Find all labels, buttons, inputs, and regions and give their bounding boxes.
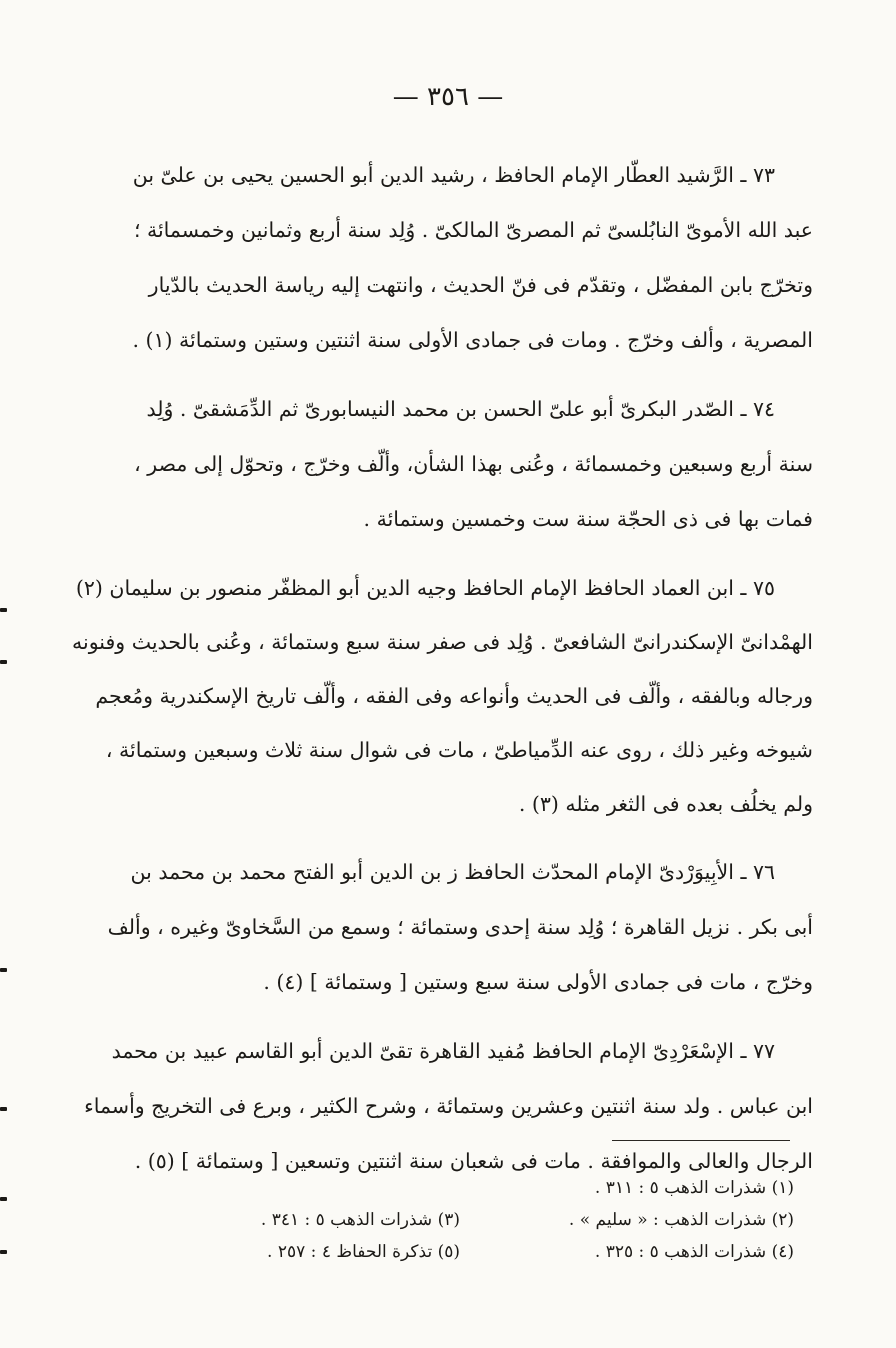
entry-76 bbox=[78, 845, 813, 1010]
text-line: فمات بها فى ذى الحجّة سنة ست وخمسين وستمائة . bbox=[363, 507, 813, 531]
footnote-1: (١) شذرات الذهب ٥ : ٣١١ . bbox=[594, 1178, 794, 1198]
main-text bbox=[72, 148, 813, 1203]
text-line: ٧٥ ـ ابن العماد الحافظ الإمام الحافظ وجيه الدين أبو المظفّر منصور بن سليمان (٢) bbox=[75, 576, 775, 600]
footnote-row bbox=[0, 1236, 896, 1268]
text-line: ٧٦ ـ الأبِيوَرْدىّ الإمام المحدّث الحافظ ز بن الدين أبو الفتح محمد بن محمد بن bbox=[130, 860, 775, 884]
text-line: ٧٤ ـ الصّدر البكرىّ أبو علىّ الحسن بن محمد النيسابورىّ ثم الدِّمَشقىّ . وُلِد bbox=[146, 397, 775, 421]
entry-77 bbox=[78, 1024, 813, 1189]
page-number: — ٣٥٦ — bbox=[392, 82, 504, 112]
footnotes bbox=[0, 1172, 896, 1268]
text-line: ابن عباس . ولد سنة اثنتين وعشرين وستمائة ، وشرح الكثير ، وبرع فى التخريج وأسماء bbox=[84, 1094, 813, 1118]
scan-margin-mark bbox=[0, 968, 7, 972]
footnote-separator bbox=[612, 1140, 790, 1141]
text-line: ورجاله وبالفقه ، وألّف فى الحديث وأنواعه وفى الفقه ، وألّف تاريخ الإسكندرية ومُعجم bbox=[95, 684, 813, 708]
text-line: ٧٧ ـ الإسْعَرْدِىّ الإمام الحافظ مُفيد القاهرة تقىّ الدين أبو القاسم عبيد بن محمد bbox=[111, 1039, 775, 1063]
text-line: ولم يخلُف بعده فى الثغر مثله (٣) . bbox=[518, 792, 813, 816]
text-line: عبد الله الأموىّ النابُلسىّ ثم المصرىّ المالكىّ . وُلِد سنة أربع وثمانين وخمسمائة ؛ bbox=[133, 218, 813, 242]
entry-73 bbox=[78, 148, 813, 368]
footnote-2: (٢) شذرات الذهب : « سليم » . bbox=[568, 1210, 794, 1230]
entry-74 bbox=[78, 382, 813, 547]
text-line: وتخرّج بابن المفضّل ، وتقدّم فى فنّ الحديث ، وانتهت إليه رياسة الحديث بالدّيار bbox=[148, 273, 813, 297]
footnote-4: (٤) شذرات الذهب ٥ : ٣٢٥ . bbox=[594, 1242, 794, 1262]
footnote-5: (٥) تذكرة الحفاظ ٤ : ٢٥٧ . bbox=[267, 1242, 460, 1262]
text-line: الرجال والعالى والموافقة . مات فى شعبان سنة اثنتين وتسعين [ وستمائة ] (٥) . bbox=[134, 1149, 813, 1173]
entry-75 bbox=[72, 561, 813, 831]
scan-margin-mark bbox=[0, 1197, 7, 1201]
scan-margin-mark bbox=[0, 660, 7, 664]
text-line: أبى بكر . نزيل القاهرة ؛ وُلِد سنة إحدى وستمائة ؛ وسمع من السَّخاوىّ وغيره ، وألف bbox=[107, 915, 813, 939]
scan-margin-mark bbox=[0, 1107, 7, 1111]
text-line: شيوخه وغير ذلك ، روى عنه الدِّمياطىّ ، مات فى شوال سنة ثلاث وسبعين وستمائة ، bbox=[105, 738, 813, 762]
text-line: الهمْدانىّ الإسكندرانىّ الشافعىّ . وُلِد فى صفر سنة سبع وستمائة ، وعُنى بالحديث وفنونه bbox=[72, 630, 813, 654]
text-line: ٧٣ ـ الرَّشيد العطّار الإمام الحافظ ، رشيد الدين أبو الحسين يحيى بن علىّ بن bbox=[132, 163, 775, 187]
text-line: سنة أربع وسبعين وخمسمائة ، وعُنى بهذا الشأن، وألّف وخرّج ، وتحوّل إلى مصر ، bbox=[134, 452, 813, 476]
footnote-3: (٣) شذرات الذهب ٥ : ٣٤١ . bbox=[260, 1210, 460, 1230]
text-line: المصرية ، وألف وخرّج . ومات فى جمادى الأولى سنة اثنتين وستين وستمائة (١) . bbox=[132, 328, 813, 352]
footnote-row bbox=[0, 1172, 896, 1204]
scan-margin-mark bbox=[0, 608, 7, 612]
text-line: وخرّج ، مات فى جمادى الأولى سنة سبع وستين [ وستمائة ] (٤) . bbox=[263, 970, 813, 994]
footnote-row bbox=[0, 1204, 896, 1236]
scan-margin-mark bbox=[0, 1250, 7, 1254]
